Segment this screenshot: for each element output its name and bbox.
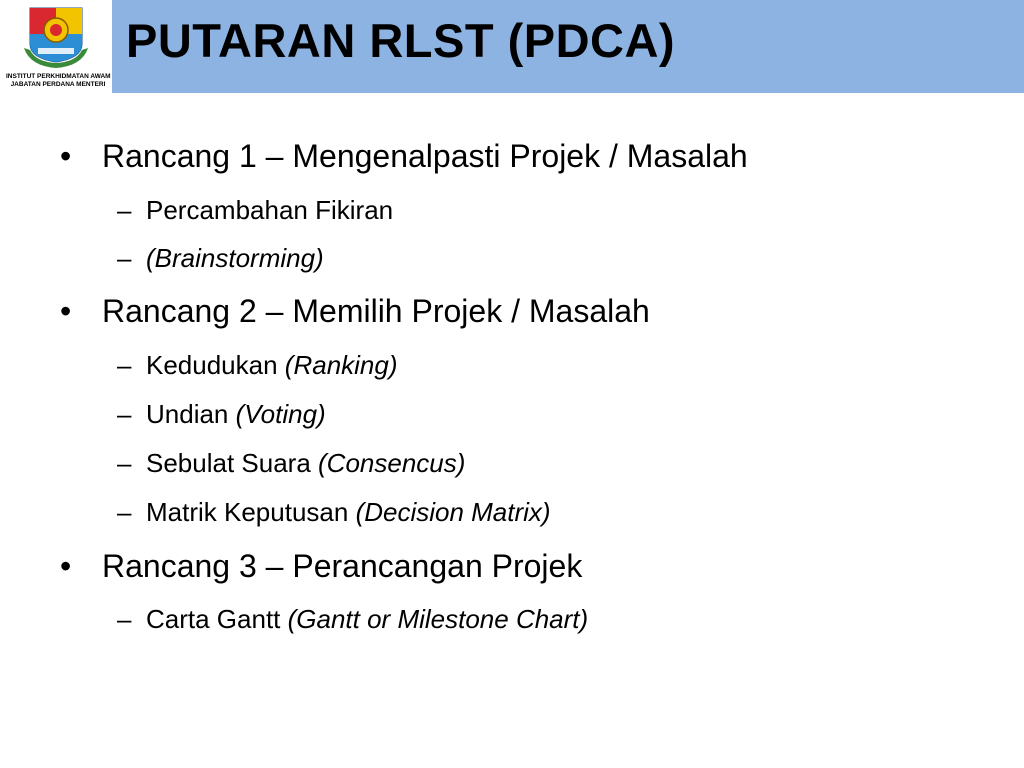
sub-bullet-item xyxy=(117,195,393,226)
logo-caption-line2: JABATAN PERDANA MENTERI xyxy=(10,81,106,88)
sub-bullet-italic: (Brainstorming) xyxy=(146,243,324,273)
sub-bullet-text: Percambahan Fikiran xyxy=(146,195,394,225)
sub-bullet-italic: (Voting) xyxy=(235,399,326,429)
bullet-marker: • xyxy=(60,293,72,329)
sub-bullet-text: Matrik Keputusan xyxy=(146,497,356,527)
bullet-marker: • xyxy=(60,138,72,174)
bullet-item xyxy=(60,293,650,330)
bullet-marker: • xyxy=(60,548,72,584)
sub-bullet-text: Kedudukan xyxy=(146,350,285,380)
sub-bullet-item xyxy=(117,399,326,430)
sub-bullet-item xyxy=(117,243,324,274)
sub-bullet-marker: – xyxy=(117,497,132,527)
sub-bullet-marker: – xyxy=(117,399,132,429)
sub-bullet-marker: – xyxy=(117,195,132,225)
logo-caption-line1: INSTITUT PERKHIDMATAN AWAM xyxy=(6,73,111,80)
sub-bullet-marker: – xyxy=(117,604,132,634)
sub-bullet-text: Undian xyxy=(146,399,236,429)
slide-title: PUTARAN RLST (PDCA) xyxy=(126,14,676,67)
sub-bullet-text: Sebulat Suara xyxy=(146,448,319,478)
sub-bullet-item xyxy=(117,497,551,528)
sub-bullet-italic: (Consencus) xyxy=(318,448,466,478)
sub-bullet-marker: – xyxy=(117,243,132,273)
sub-bullet-italic: (Ranking) xyxy=(284,350,398,380)
bullet-text: Rancang 1 – Mengenalpasti Projek / Masalah xyxy=(102,138,748,174)
sub-bullet-item xyxy=(117,350,398,381)
sub-bullet-item xyxy=(117,604,588,635)
sub-bullet-italic: (Gantt or Milestone Chart) xyxy=(287,604,589,634)
sub-bullet-marker: – xyxy=(117,448,132,478)
sub-bullet-marker: – xyxy=(117,350,132,380)
sub-bullet-italic: (Decision Matrix) xyxy=(355,497,551,527)
bullet-item xyxy=(60,548,582,585)
bullet-item xyxy=(60,138,748,175)
bullet-text: Rancang 2 – Memilih Projek / Masalah xyxy=(102,293,650,329)
sub-bullet-item xyxy=(117,448,465,479)
bullet-text: Rancang 3 – Perancangan Projek xyxy=(102,548,583,584)
sub-bullet-text: Carta Gantt xyxy=(146,604,288,634)
